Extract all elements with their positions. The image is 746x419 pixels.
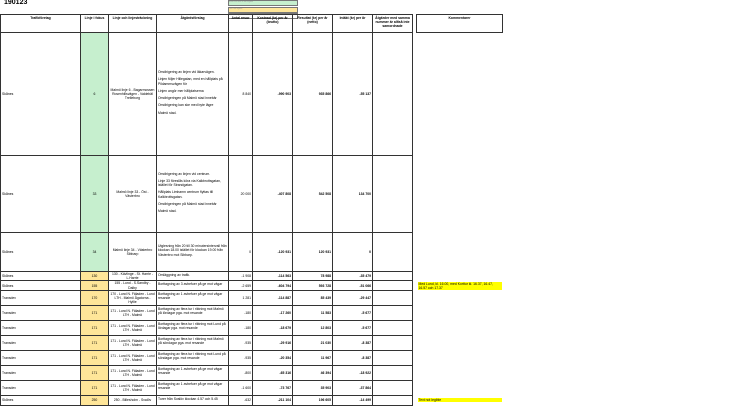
result-cell: 21 030 bbox=[293, 335, 333, 350]
company-cell: Skånes bbox=[1, 156, 81, 233]
table-row bbox=[1, 365, 503, 380]
proposal-paragraph: Borttagning av flera tur i riktning mot Lund på lördagar pga. mot resande bbox=[158, 322, 226, 331]
table-row bbox=[1, 272, 503, 281]
cost-cell: -990 903 bbox=[253, 33, 293, 156]
line-cell: 170 - Lund N. Fäladen - Lund LTH - Malmö Ågatorna - Hyllie bbox=[110, 291, 155, 304]
header-proposal: Åtgärdsförslag bbox=[157, 15, 229, 33]
income-cell: -55 137 bbox=[333, 33, 373, 156]
trips-cell: -1 600 bbox=[229, 380, 253, 395]
table-row bbox=[1, 395, 503, 405]
header-cost: Kostnad (kr) per år (brutto) bbox=[253, 15, 293, 33]
cost-cell: -20 354 bbox=[253, 350, 293, 365]
proposal-paragraph: Omdirigering kan ske med byte lägre bbox=[158, 103, 214, 108]
coordination-cell bbox=[373, 156, 413, 233]
cost-cell: -73 767 bbox=[253, 380, 293, 395]
company-cell: Transdev bbox=[1, 350, 81, 365]
cost-cell: -120 931 bbox=[253, 233, 293, 272]
comment-note: Text not legible bbox=[418, 398, 502, 402]
cost-cell: -18 679 bbox=[253, 320, 293, 335]
trips-cell: -1 908 bbox=[229, 272, 253, 281]
trips-cell: -935 bbox=[229, 335, 253, 350]
table-header-row bbox=[1, 15, 503, 33]
line-cell: Malmö linje 6 - Bagarmossen Rosenhillsvägen - Valdebäl Trelleborg bbox=[109, 33, 157, 156]
focus-line-cell: 171 bbox=[81, 335, 109, 350]
company-cell: Skånes bbox=[1, 33, 81, 156]
line-cell: 171 - Lund N. Fäladen - Lund LTH - Malmö bbox=[109, 320, 157, 335]
proposal-cell bbox=[157, 365, 229, 380]
result-cell: 11 583 bbox=[293, 305, 333, 320]
header-focus-line: Linje i fokus bbox=[81, 15, 109, 33]
document-title: 190123 bbox=[4, 0, 28, 6]
proposal-cell bbox=[157, 305, 229, 320]
income-cell: -35 479 bbox=[333, 272, 373, 281]
proposal-paragraph: Omdirigeringen på Malmö stad innebär bbox=[158, 96, 217, 101]
proposal-paragraph: Linjen följer Hillegatan, med en hållplats på Pildammsvägen för bbox=[158, 77, 223, 86]
focus-line-cell: 34 bbox=[81, 233, 109, 272]
comment-cell bbox=[417, 290, 503, 305]
proposal-cell bbox=[157, 335, 229, 350]
line-cell: 130 - Kävlinge - St. Harrie - L.Harrie bbox=[109, 272, 157, 281]
result-cell: 11 967 bbox=[293, 350, 333, 365]
trips-cell: 1 281 bbox=[229, 290, 253, 305]
header-result: Resultat (kr) per år (netto) bbox=[293, 15, 333, 33]
result-cell: 46 394 bbox=[293, 365, 333, 380]
result-cell: 593 728 bbox=[293, 281, 333, 290]
proposal-cell bbox=[157, 156, 229, 233]
income-cell: 134 700 bbox=[333, 156, 373, 233]
focus-line-cell: 130 bbox=[81, 272, 109, 281]
header-company: Trafikföretag bbox=[1, 15, 81, 33]
comment-note: Med Lund, kl. 16.00, med Korttur kl. 16.37, 16.47, 16.57 och 17.37 bbox=[418, 282, 502, 290]
coordination-cell bbox=[373, 290, 413, 305]
cost-cell: -211 104 bbox=[253, 395, 293, 405]
result-cell: 78 988 bbox=[293, 272, 333, 281]
trips-cell: 20 000 bbox=[229, 156, 253, 233]
proposal-paragraph: Omdirigering av linjen vid centrum. bbox=[158, 171, 211, 176]
cost-cell: -114 563 bbox=[253, 272, 293, 281]
coordination-cell bbox=[373, 233, 413, 272]
proposal-paragraph: Borttagning av flera tur i riktning mot Lund på söndagar pga. mot resande bbox=[158, 352, 226, 361]
proposal-cell bbox=[157, 281, 229, 290]
coordination-cell bbox=[373, 320, 413, 335]
comment-cell bbox=[417, 156, 503, 233]
proposal-paragraph: Omdirigeringen på Malmö stad innebär bbox=[158, 201, 217, 206]
coordination-cell bbox=[373, 305, 413, 320]
income-cell: -37 864 bbox=[333, 380, 373, 395]
proposal-paragraph: Malmö stad. bbox=[158, 110, 177, 115]
result-cell: 196 605 bbox=[293, 395, 333, 405]
line-cell: 171 - Lund N. Fäladen - Lund LTH - Malmö bbox=[109, 365, 157, 380]
coordination-cell bbox=[373, 395, 413, 405]
company-cell: Transdev bbox=[1, 305, 81, 320]
trips-cell: -180 bbox=[229, 305, 253, 320]
proposal-cell bbox=[157, 272, 229, 281]
cost-cell: -17 260 bbox=[253, 305, 293, 320]
table-row bbox=[1, 233, 503, 272]
trips-cell: 0 bbox=[229, 233, 253, 272]
result-cell: 35 903 bbox=[293, 380, 333, 395]
comment-cell bbox=[417, 395, 503, 405]
comment-cell bbox=[417, 272, 503, 281]
proposal-paragraph: Borttagning av 1 avbefuer på ge mot vägar resande bbox=[158, 382, 223, 391]
company-cell: Skånes bbox=[1, 281, 81, 290]
table-row bbox=[1, 305, 503, 320]
comment-cell bbox=[417, 33, 503, 156]
focus-line-cell: 250 bbox=[81, 395, 109, 405]
comment-cell bbox=[417, 320, 503, 335]
line-cell: 171 - Lund N. Fäladen - Lund LTH - Malmö bbox=[109, 335, 157, 350]
comment-cell bbox=[417, 281, 503, 290]
income-cell: -29 447 bbox=[333, 290, 373, 305]
legend-green: Extra text that is not legible bbox=[228, 0, 298, 6]
result-cell: 85 439 bbox=[293, 290, 333, 305]
focus-line-cell: 155 bbox=[81, 281, 109, 290]
coordination-cell bbox=[373, 281, 413, 290]
income-cell: -5 677 bbox=[333, 305, 373, 320]
focus-line-cell: 171 bbox=[81, 320, 109, 335]
table-body bbox=[1, 33, 503, 406]
trips-cell: -2 659 bbox=[229, 281, 253, 290]
company-cell: Transdev bbox=[1, 380, 81, 395]
trips-cell: -800 bbox=[229, 365, 253, 380]
measures-table bbox=[0, 14, 503, 406]
proposal-paragraph: Borttagning av flera tur i riktning mot Malmö på söndagar pga. mot resande bbox=[158, 337, 224, 346]
line-cell: 250 - Billesholm - Svalöv bbox=[109, 395, 157, 405]
company-cell: Skånes bbox=[1, 395, 81, 405]
table-row bbox=[1, 281, 503, 290]
line-cell: 171 - Lund N. Fäladen - Lund LTH - Malmö bbox=[109, 380, 157, 395]
line-cell: Malmö linje 33 - Öst - Västerbro bbox=[109, 156, 157, 233]
focus-line-cell: 170 bbox=[81, 290, 109, 305]
focus-line-cell: 6 bbox=[81, 33, 109, 156]
proposal-paragraph: Borttagning av 1 avbefuer på ge mot vägar resande bbox=[158, 292, 223, 301]
comment-cell bbox=[417, 335, 503, 350]
company-cell: Skånes bbox=[1, 233, 81, 272]
coordination-cell bbox=[373, 365, 413, 380]
line-cell: 171 - Lund N. Fäladen - Lund LTH - Malmö bbox=[109, 350, 157, 365]
cost-cell: -604 794 bbox=[253, 281, 293, 290]
income-cell: -5 677 bbox=[333, 320, 373, 335]
line-cell: Malmö linje 34 - Västerbro Sibbarp bbox=[109, 233, 157, 272]
table-row bbox=[1, 350, 503, 365]
table-row bbox=[1, 156, 503, 233]
table-row bbox=[1, 320, 503, 335]
income-cell: -51 066 bbox=[333, 281, 373, 290]
company-cell: Transdev bbox=[1, 365, 81, 380]
company-cell: Skånes bbox=[1, 272, 81, 281]
proposal-cell bbox=[157, 395, 229, 405]
proposal-paragraph: Malmö stad. bbox=[158, 209, 177, 213]
proposal-paragraph: Borttagning av 1 avbefuer på ge mot vägar resande bbox=[158, 367, 223, 376]
header-line: Linje och linjesträckning bbox=[109, 15, 157, 33]
comment-cell bbox=[417, 365, 503, 380]
trips-cell: -632 bbox=[229, 395, 253, 405]
table-row bbox=[1, 33, 503, 156]
focus-line-cell: 171 bbox=[81, 350, 109, 365]
trips-cell: 8 840 bbox=[229, 33, 253, 156]
proposal-paragraph: Omläggning av trafik. bbox=[158, 272, 191, 277]
focus-line-cell: 33 bbox=[81, 156, 109, 233]
comment-cell bbox=[417, 305, 503, 320]
proposal-paragraph: Turer från Svalöv klockan 4.57 och 5.45 bbox=[158, 396, 218, 401]
proposal-paragraph: Omdirigering av linjen vid läkarvägen. bbox=[158, 70, 215, 75]
comment-cell bbox=[417, 350, 503, 365]
comment-cell bbox=[417, 233, 503, 272]
proposal-cell bbox=[157, 350, 229, 365]
table-row bbox=[1, 380, 503, 395]
table-row bbox=[1, 290, 503, 305]
cost-cell: -407 808 bbox=[253, 156, 293, 233]
header-comments: Kommentarer bbox=[417, 15, 503, 33]
proposal-paragraph: Linje 33 föreslås köra via Kalkbrottsgatan, istället för Strandgatan. bbox=[158, 178, 221, 188]
income-cell: -8 387 bbox=[333, 350, 373, 365]
coordination-cell bbox=[373, 350, 413, 365]
proposal-paragraph: Linjen angör mer hållplatserna bbox=[158, 88, 204, 93]
header-trips: Antal resor bbox=[229, 15, 253, 33]
focus-line-cell: 171 bbox=[81, 305, 109, 320]
proposal-cell bbox=[157, 320, 229, 335]
company-cell: Transdev bbox=[1, 335, 81, 350]
trips-cell: -180 bbox=[229, 320, 253, 335]
income-cell: -14 499 bbox=[333, 395, 373, 405]
header-income: Intäkt (kr) per år bbox=[333, 15, 373, 33]
income-cell: -8 387 bbox=[333, 335, 373, 350]
result-cell: 542 508 bbox=[293, 156, 333, 233]
result-cell: 120 931 bbox=[293, 233, 333, 272]
legend-white: Text not legible bbox=[228, 13, 298, 19]
income-cell: 0 bbox=[333, 233, 373, 272]
coordination-cell bbox=[373, 33, 413, 156]
result-cell: 935 866 bbox=[293, 33, 333, 156]
proposal-paragraph: Utglesning från 20 till 30 minutersintervall från klockan 18.00 istället för klockan 19.00 från Västerbro mot Sibbarp. bbox=[158, 244, 227, 257]
focus-line-cell: 171 bbox=[81, 380, 109, 395]
coordination-cell bbox=[373, 272, 413, 281]
focus-line-cell: 171 bbox=[81, 365, 109, 380]
cost-cell: -65 316 bbox=[253, 365, 293, 380]
cost-cell: -114 887 bbox=[253, 290, 293, 305]
comment-cell bbox=[417, 380, 503, 395]
result-cell: 12 803 bbox=[293, 320, 333, 335]
proposal-cell bbox=[157, 290, 229, 305]
proposal-cell bbox=[157, 33, 229, 156]
coordination-cell bbox=[373, 380, 413, 395]
line-cell: 171 - Lund N. Fäladen - Lund LTH - Malmö bbox=[109, 305, 157, 320]
cost-cell: -29 916 bbox=[253, 335, 293, 350]
proposal-paragraph: Borttagning av 3 avbefuer på ge mot vägar bbox=[158, 282, 223, 286]
header-coordination: Åtgärder med samma nummer är alltså inte samordnade bbox=[373, 15, 413, 33]
proposal-paragraph: Hållplats Limhamn centrum flyttas till Kalkbrottsgatan. bbox=[158, 190, 214, 199]
coordination-cell bbox=[373, 335, 413, 350]
legend-orange: Text not legible bbox=[228, 7, 298, 13]
company-cell: Transdev bbox=[1, 320, 81, 335]
proposal-paragraph: Borttagning av flera tur i riktning mot Malmö på lördagar pga. mot resande bbox=[158, 307, 224, 316]
company-cell: Transdev bbox=[1, 290, 81, 305]
proposal-cell bbox=[157, 233, 229, 272]
income-cell: -18 922 bbox=[333, 365, 373, 380]
line-cell: 155 - Lund - S.Sandby - Dalby bbox=[109, 281, 157, 290]
trips-cell: -935 bbox=[229, 350, 253, 365]
proposal-cell bbox=[157, 380, 229, 395]
table-row bbox=[1, 335, 503, 350]
